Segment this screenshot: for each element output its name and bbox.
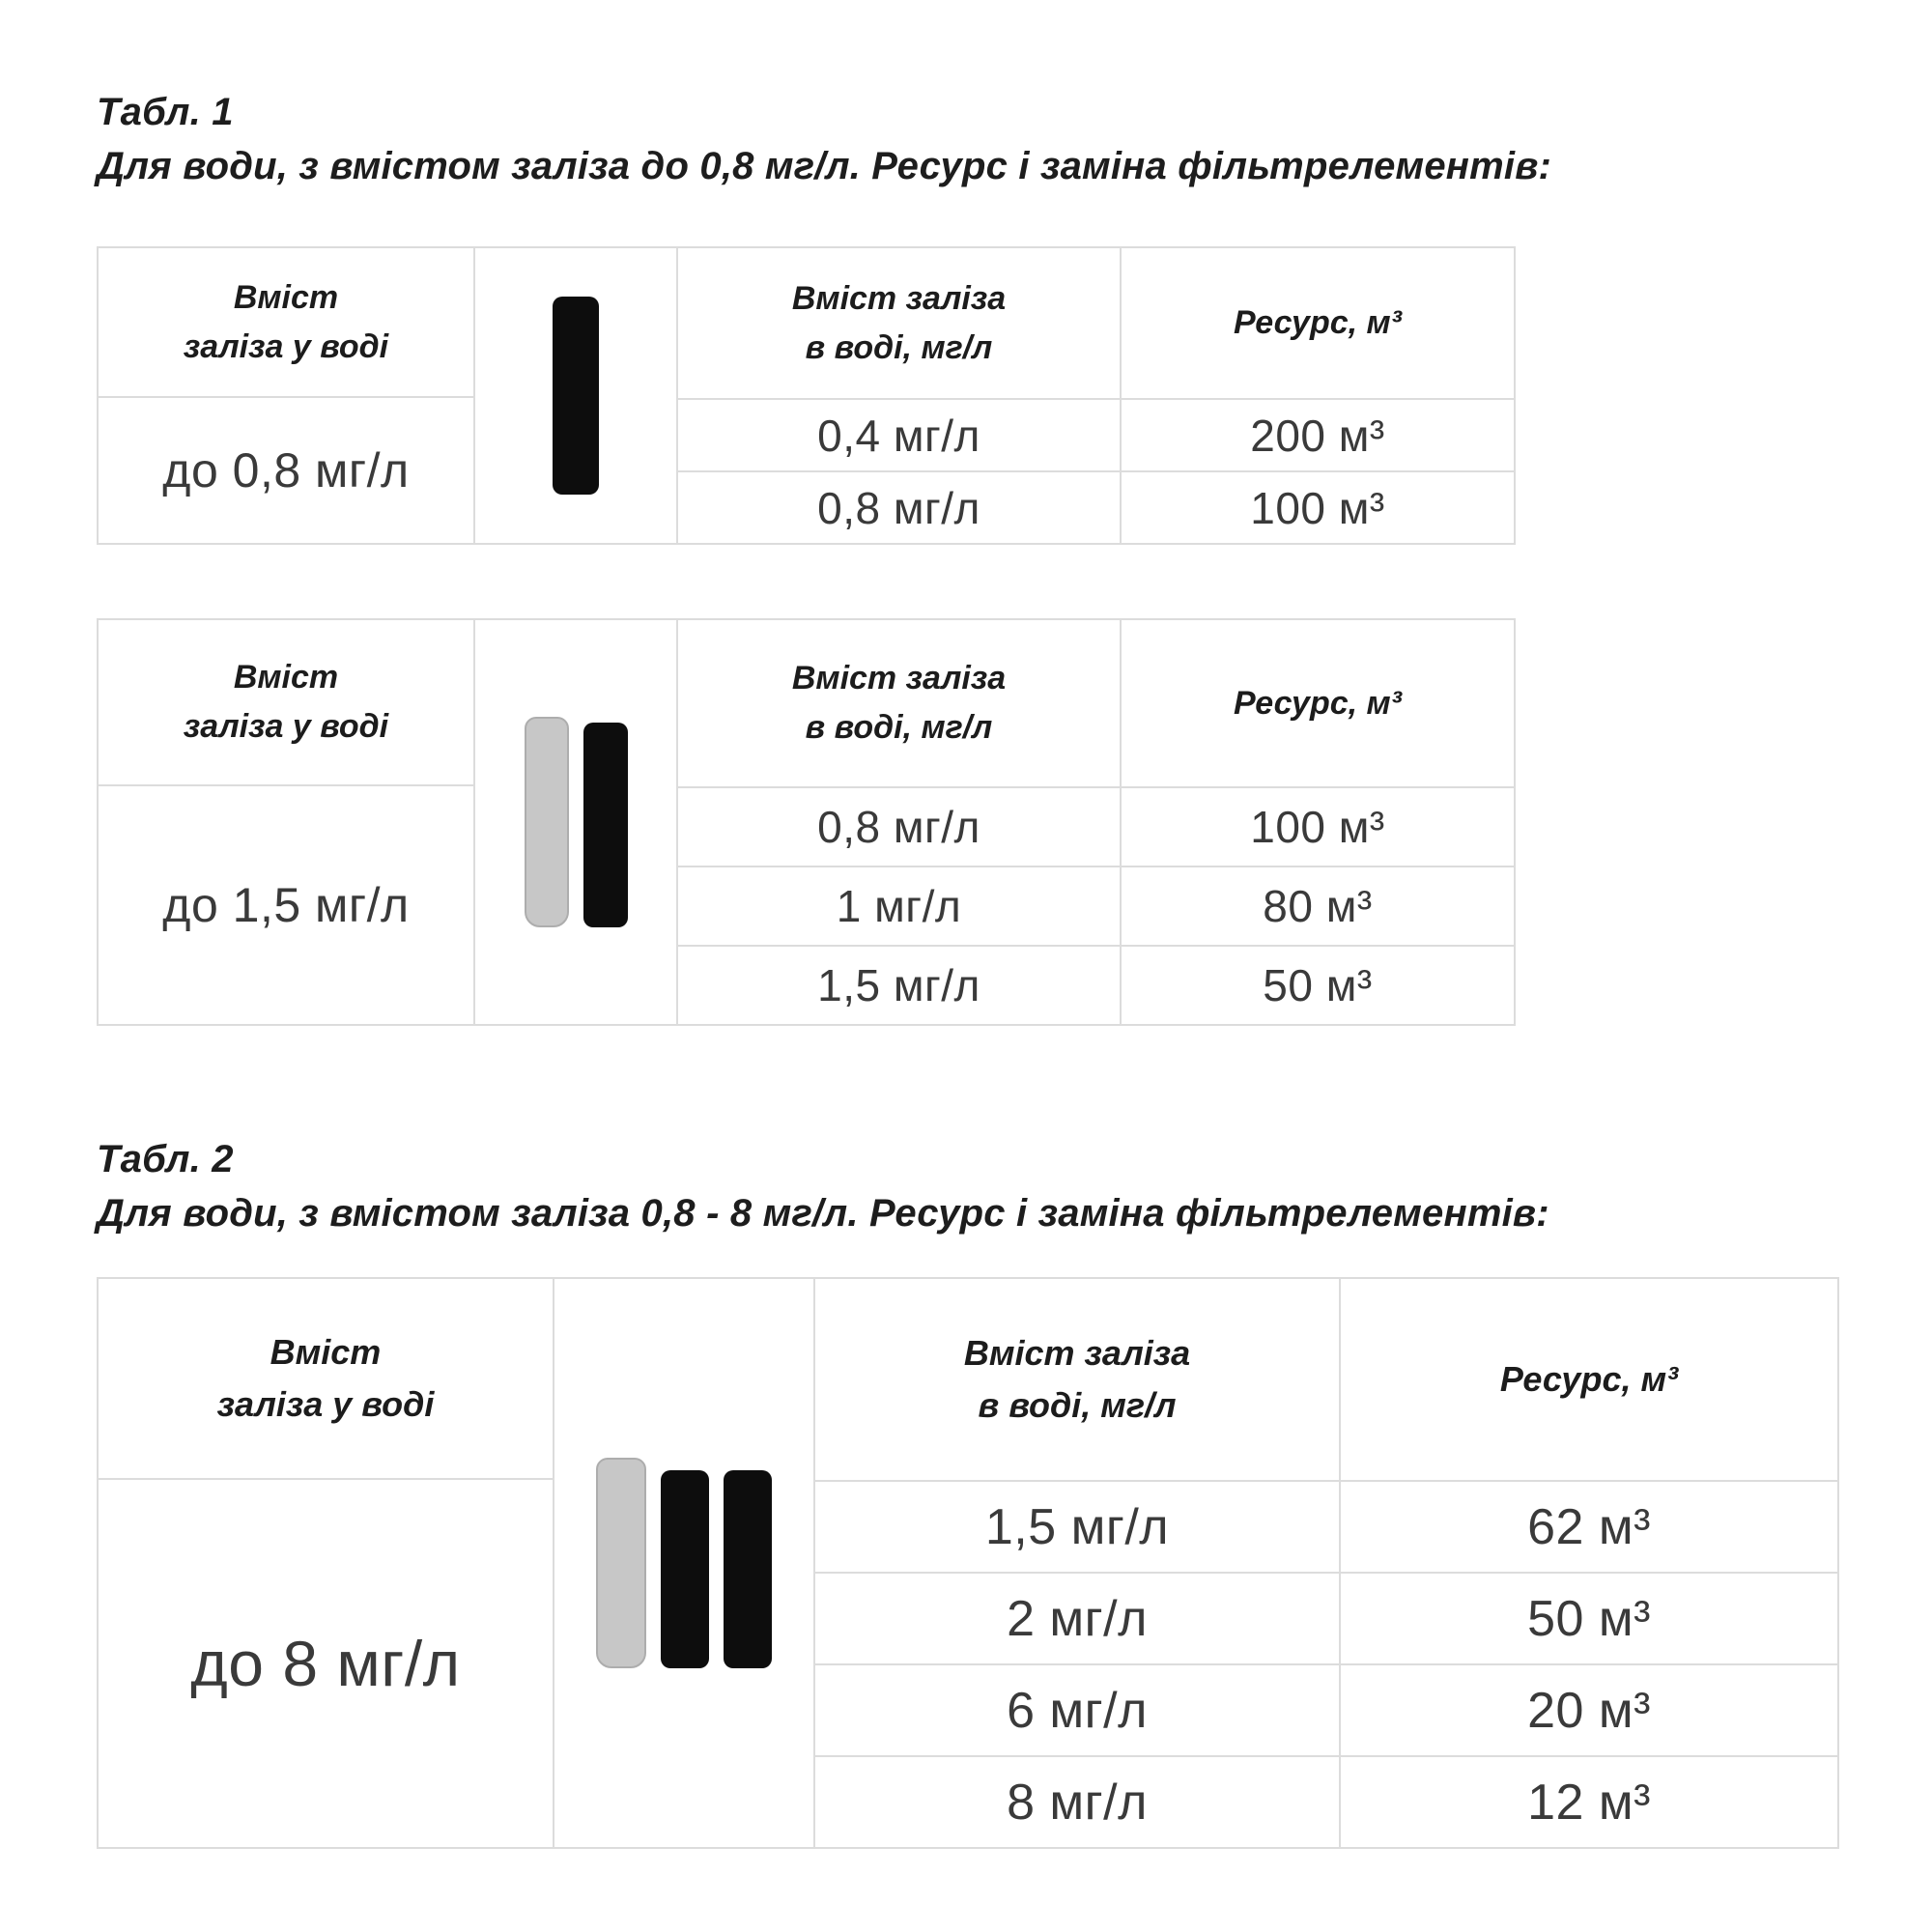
header-iron-mg-line1: Вміст заліза: [791, 660, 1007, 696]
filter-cartridge-black: [724, 1470, 772, 1668]
iron-value-cell: 1,5 мг/л: [815, 1480, 1339, 1572]
resource-value-cell: 12 м³: [1339, 1755, 1837, 1847]
iron-value-cell: 0,4 мг/л: [678, 398, 1120, 470]
header-iron-in-water-line2: заліза у воді: [183, 327, 389, 365]
header-resource: Ресурс, м³: [1120, 620, 1514, 786]
resource-value-cell: 100 м³: [1120, 786, 1514, 866]
header-iron-mg: [815, 1279, 1339, 1480]
header-iron-in-water: [99, 1279, 553, 1480]
filter-set-cell: [473, 248, 678, 543]
resource-value-cell: 62 м³: [1339, 1480, 1837, 1572]
filter-cartridge-black: [661, 1470, 709, 1668]
resource-value-cell: 80 м³: [1120, 866, 1514, 945]
filter-cartridge-gray: [596, 1458, 646, 1668]
header-iron-in-water-line1: Вміст: [233, 659, 339, 696]
header-iron-mg-line1: Вміст заліза: [791, 279, 1007, 317]
table-2-subtitle: Для води, з вмістом заліза 0,8 - 8 мг/л. Ресурс і заміна фільтрелементів:: [97, 1192, 1549, 1235]
header-iron-in-water-line2: заліза у воді: [216, 1384, 435, 1424]
header-iron-mg: [678, 248, 1120, 398]
header-iron-in-water-line2: заліза у воді: [183, 708, 389, 745]
section-title-1: [97, 85, 1551, 193]
filter-cartridge-gray: [525, 717, 569, 927]
header-iron-in-water-line1: Вміст: [233, 278, 339, 316]
table-1-subtitle: Для води, з вмістом заліза до 0,8 мг/л. Ресурс і заміна фільтрелементів:: [97, 145, 1552, 187]
header-iron-mg: [678, 620, 1120, 786]
filter-set-cell: [473, 620, 678, 1024]
iron-value-cell: 2 мг/л: [815, 1572, 1339, 1663]
iron-value-cell: 1,5 мг/л: [678, 945, 1120, 1024]
header-iron-mg-line1: Вміст заліза: [963, 1333, 1191, 1373]
resource-value-cell: 20 м³: [1339, 1663, 1837, 1755]
header-resource: Ресурс, м³: [1339, 1279, 1837, 1480]
iron-value-cell: 0,8 мг/л: [678, 786, 1120, 866]
header-resource: Ресурс, м³: [1120, 248, 1514, 398]
filter-set: [596, 1458, 772, 1668]
table-1-label: Табл. 1: [97, 91, 234, 133]
resource-table-up-to-1-5: [97, 618, 1516, 1026]
resource-value-cell: 100 м³: [1120, 470, 1514, 543]
iron-value-cell: 8 мг/л: [815, 1755, 1339, 1847]
header-iron-in-water-line1: Вміст: [270, 1332, 382, 1372]
filter-set: [553, 297, 599, 495]
header-iron-in-water: [99, 248, 473, 398]
iron-content-value: до 0,8 мг/л: [162, 443, 410, 497]
iron-content-value: до 8 мг/л: [190, 1628, 461, 1699]
filter-set: [525, 717, 628, 927]
resource-value-cell: 200 м³: [1120, 398, 1514, 470]
header-iron-mg-line2: в воді, мг/л: [805, 328, 993, 366]
header-iron-in-water: [99, 620, 473, 786]
table-2-label: Табл. 2: [97, 1138, 234, 1180]
header-iron-mg-line2: в воді, мг/л: [805, 709, 993, 746]
filter-cartridge-black: [553, 297, 599, 495]
iron-value-cell: 1 мг/л: [678, 866, 1120, 945]
header-iron-mg-line2: в воді, мг/л: [978, 1385, 1177, 1425]
resource-table-up-to-8: [97, 1277, 1839, 1849]
resource-table-up-to-0-8: [97, 246, 1516, 545]
resource-value-cell: 50 м³: [1339, 1572, 1837, 1663]
iron-content-value: до 1,5 мг/л: [162, 878, 410, 932]
iron-value-cell: 0,8 мг/л: [678, 470, 1120, 543]
filter-set-cell: [553, 1279, 815, 1847]
iron-value-cell: 6 мг/л: [815, 1663, 1339, 1755]
resource-value-cell: 50 м³: [1120, 945, 1514, 1024]
filter-cartridge-black: [583, 723, 628, 927]
section-title-2: [97, 1132, 1549, 1240]
